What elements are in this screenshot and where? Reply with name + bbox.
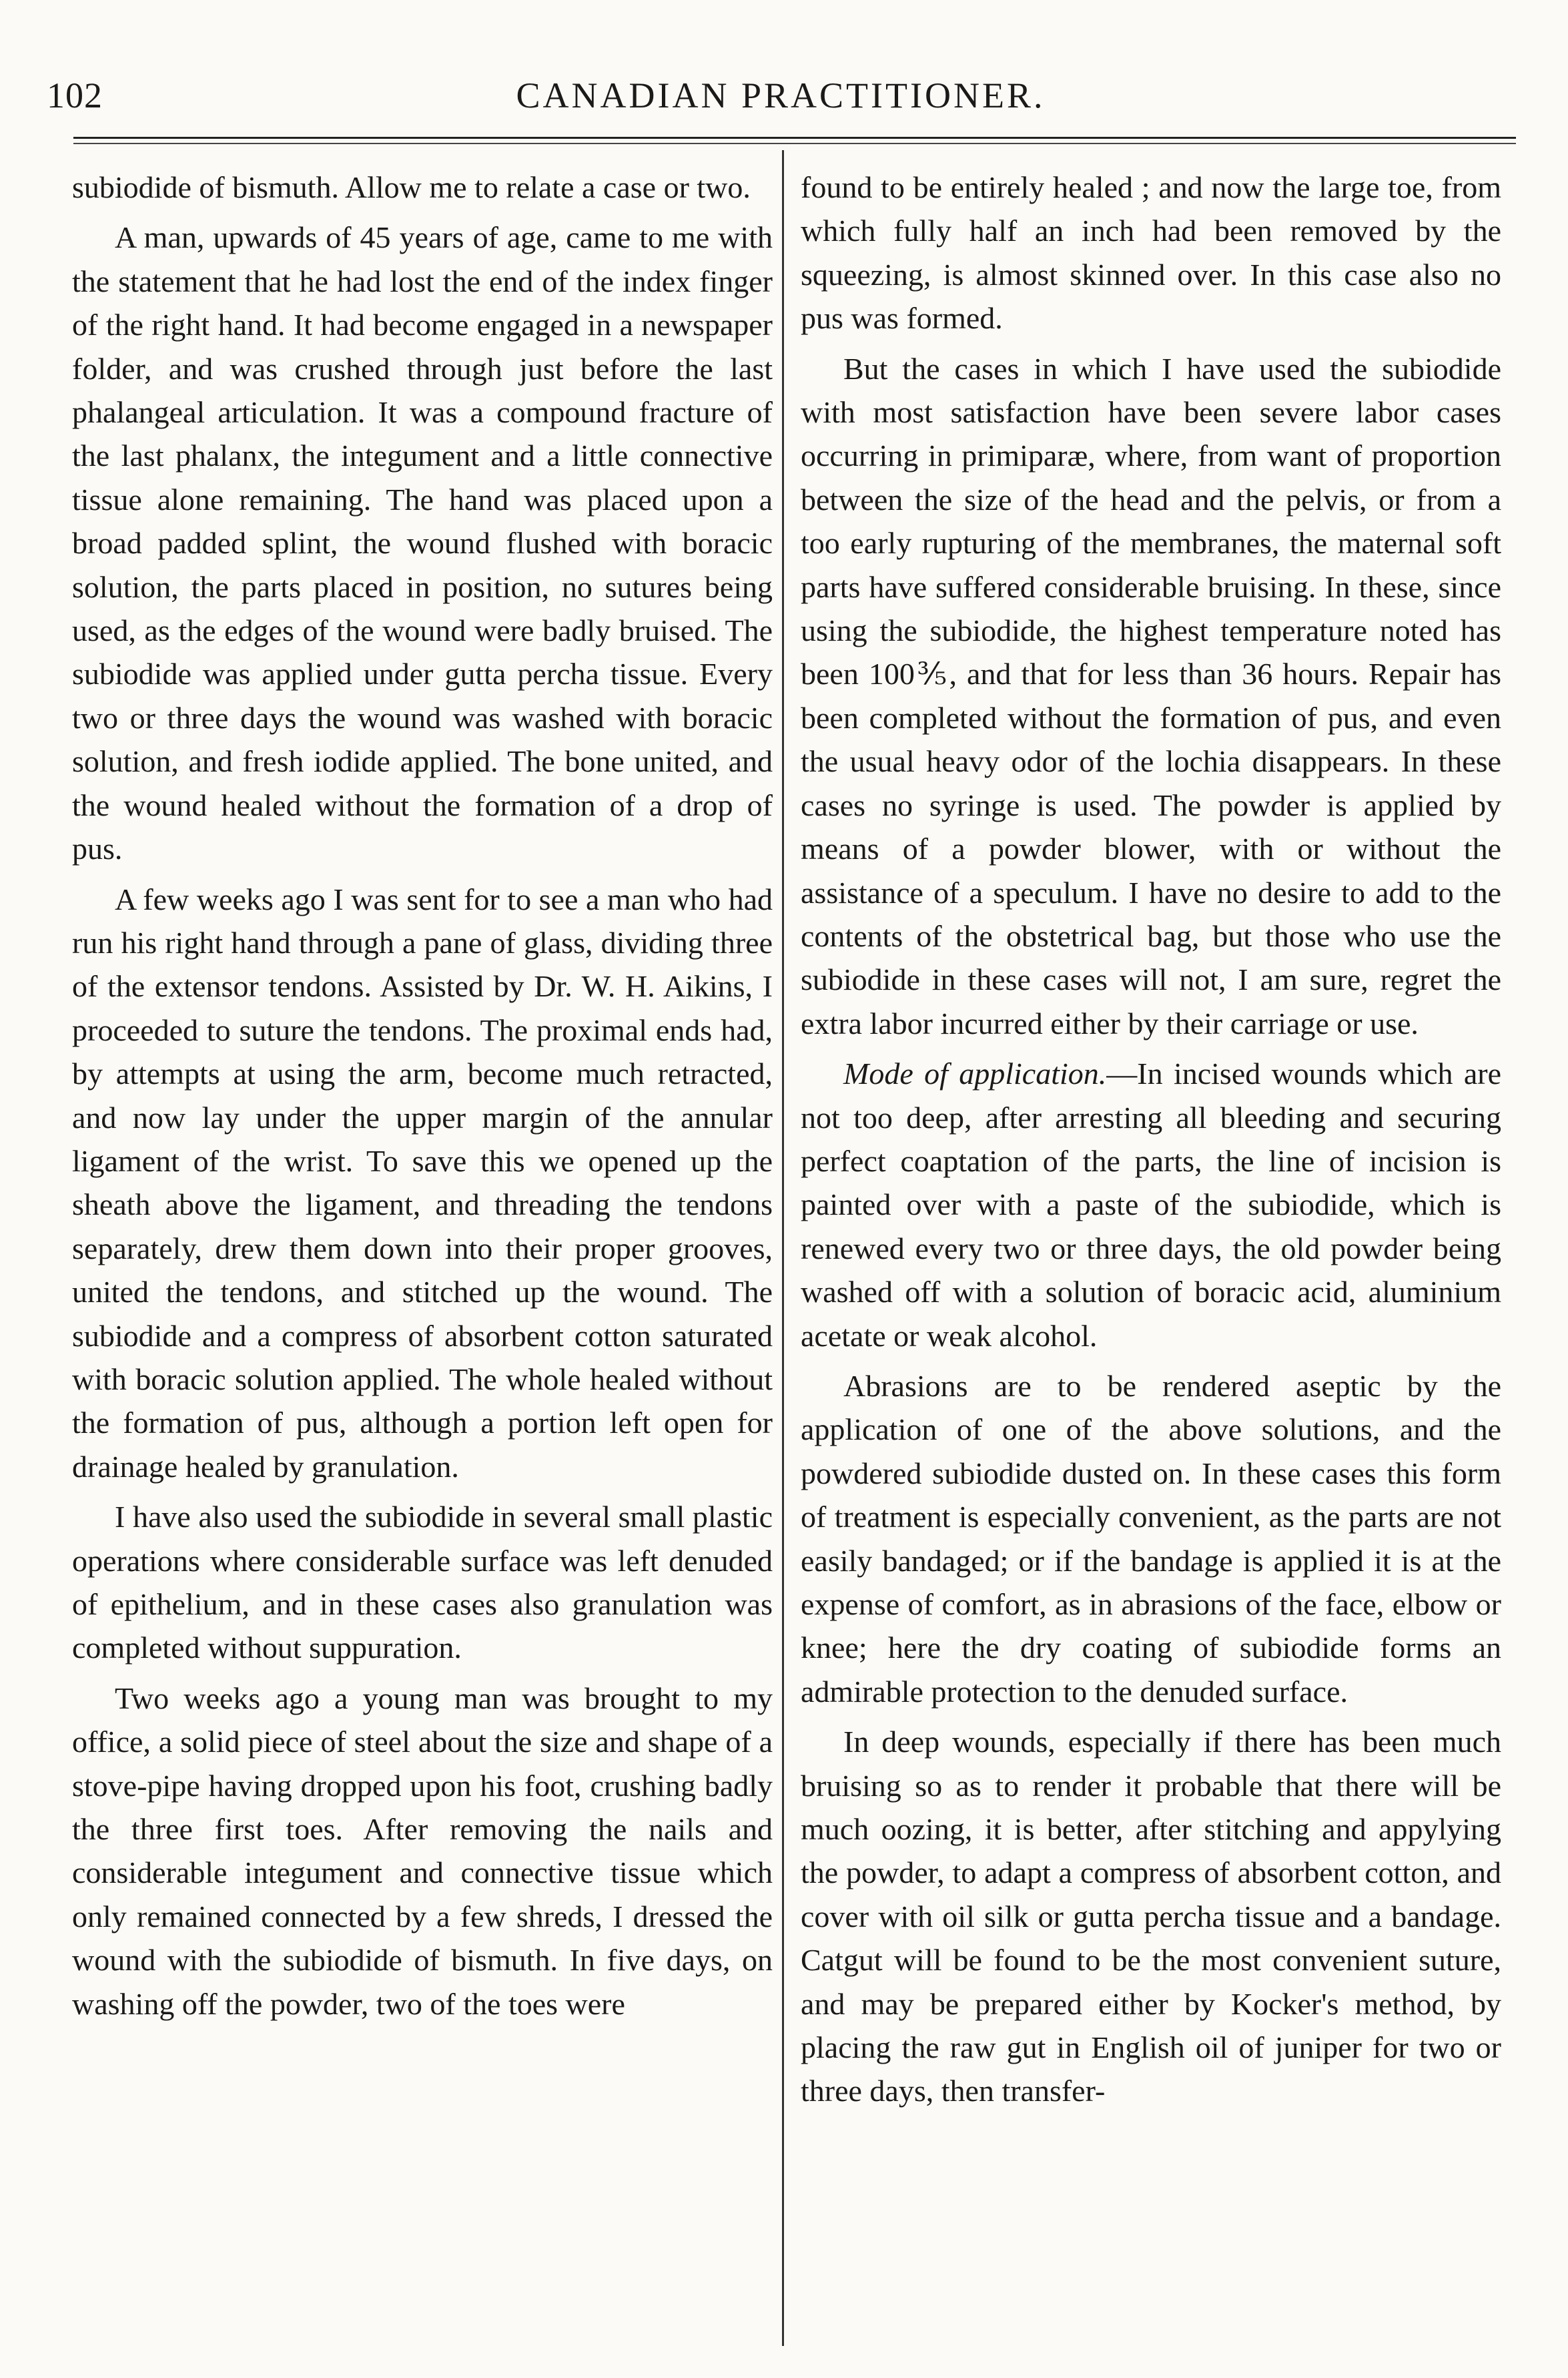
right-column [801,166,1501,2120]
column-divider [782,150,784,2346]
paragraph: A few weeks ago I was sent for to see a man who had run his right hand through a pane of glass, dividing three of the extensor tendons. Assisted by Dr. W. H. Aikins, I proceeded to suture the tendons. The proximal ends had, by attempts at using the arm, become much retracted, and now lay under the upper margin of the annular ligament of the wrist. To save this we opened up the sheath above the ligament, and threading the tendons separately, drew them down into their proper grooves, united the tendons, and stitched up the wound. The subiodide and a compress of absorbent cotton saturated with boracic solution applied. The whole healed without the formation of pus, although a portion left open for drainage healed by granulation. [72,882,773,1484]
paragraph-text: —In incised wounds which are not too deep, after arresting all bleeding and securing perfect coaptation of the parts, the line of incision is painted over with a paste of the subiodide, which is renewed every two or three days, the old powder being washed off with a solution of boracic acid, aluminium acetate or weak alcohol. [801,1057,1501,1353]
paragraph: But the cases in which I have used the subiodide with most satisfaction have been severe labor cases occurring in primiparæ, where, from want of proportion between the size of the head and the pelvis, or from a too early rupturing of the membranes, the maternal soft parts have suffered considerable bruising. In these, since using the subiodide, the highest temperature noted has been 100⅗, and that for less than 36 hours. Repair has been completed without the formation of pus, and even the usual heavy odor of the lochia disappears. In these cases no syringe is used. The powder is applied by means of a powder blower, with or without the assistance of a speculum. I have no desire to add to the contents of the obstetrical bag, but those who use the subiodide in these cases will not, I am sure, regret the extra labor incurred either by their carriage or use. [801,351,1501,1041]
paragraph: Two weeks ago a young man was brought to my office, a solid piece of steel about the size and shape of a stove-pipe having dropped upon his foot, crushing badly the three first toes. After removing the nails and considerable integument and connective tissue which only remained connected by a few shreds, I dressed the wound with the subiodide of bismuth. In five days, on washing off the powder, two of the toes were [72,1681,773,2021]
paragraph: A man, upwards of 45 years of age, came to me with the statement that he had lost the end of the index finger of the right hand. It had become engaged in a newspaper folder, and was crushed through just before the last phalangeal articulation. It was a compound fracture of the last phalanx, the integument and a little connective tissue alone remaining. The hand was placed upon a broad padded splint, the wound flushed with boracic solution, the parts placed in position, no sutures being used, as the edges of the wound were badly bruised. The subiodide was applied under gutta percha tissue. Every two or three days the wound was washed with boracic solution, and fresh iodide applied. The bone united, and the wound healed without the formation of a drop of pus. [72,220,773,866]
section-heading: Mode of application. [843,1057,1107,1091]
paragraph: I have also used the subiodide in several small plastic operations where considerable surface was left denuded of epithelium, and in these cases also granulation was completed without suppuration. [72,1500,773,1665]
left-column [72,166,773,2032]
paragraph: found to be entirely healed ; and now the large toe, from which fully half an inch had been removed by the squeezing, is almost skinned over. In this case also no pus was formed. [801,170,1501,336]
page-header [47,75,1515,128]
page-number: 102 [47,75,103,115]
paragraph: subiodide of bismuth. Allow me to relate a case or two. [72,170,751,204]
header-rule-secondary [73,143,1516,144]
paragraph-mode-of-application [801,1052,1501,1358]
running-head: CANADIAN PRACTITIONER. [516,75,1046,115]
header-rule [73,137,1516,139]
paragraph: Abrasions are to be rendered aseptic by the application of one of the above solutions, and the powdered subiodide dusted on. In these cases this form of treatment is especially convenient, as the parts are not easily bandaged; or if the bandage is applied it is at the expense of comfort, as in abrasions of the face, elbow or knee; here the dry coating of subiodide forms an admirable protection to the denuded surface. [801,1368,1501,1709]
paragraph: In deep wounds, especially if there has been much bruising so as to render it probable that there will be much oozing, it is better, after stitching and appylying the powder, to adapt a compress of absorbent cotton, and cover with oil silk or gutta percha tissue and a bandage. Catgut will be found to be the most convenient suture, and may be prepared either by Kocker's method, by placing the raw gut in English oil of juniper for two or three days, then transfer- [801,1725,1501,2108]
